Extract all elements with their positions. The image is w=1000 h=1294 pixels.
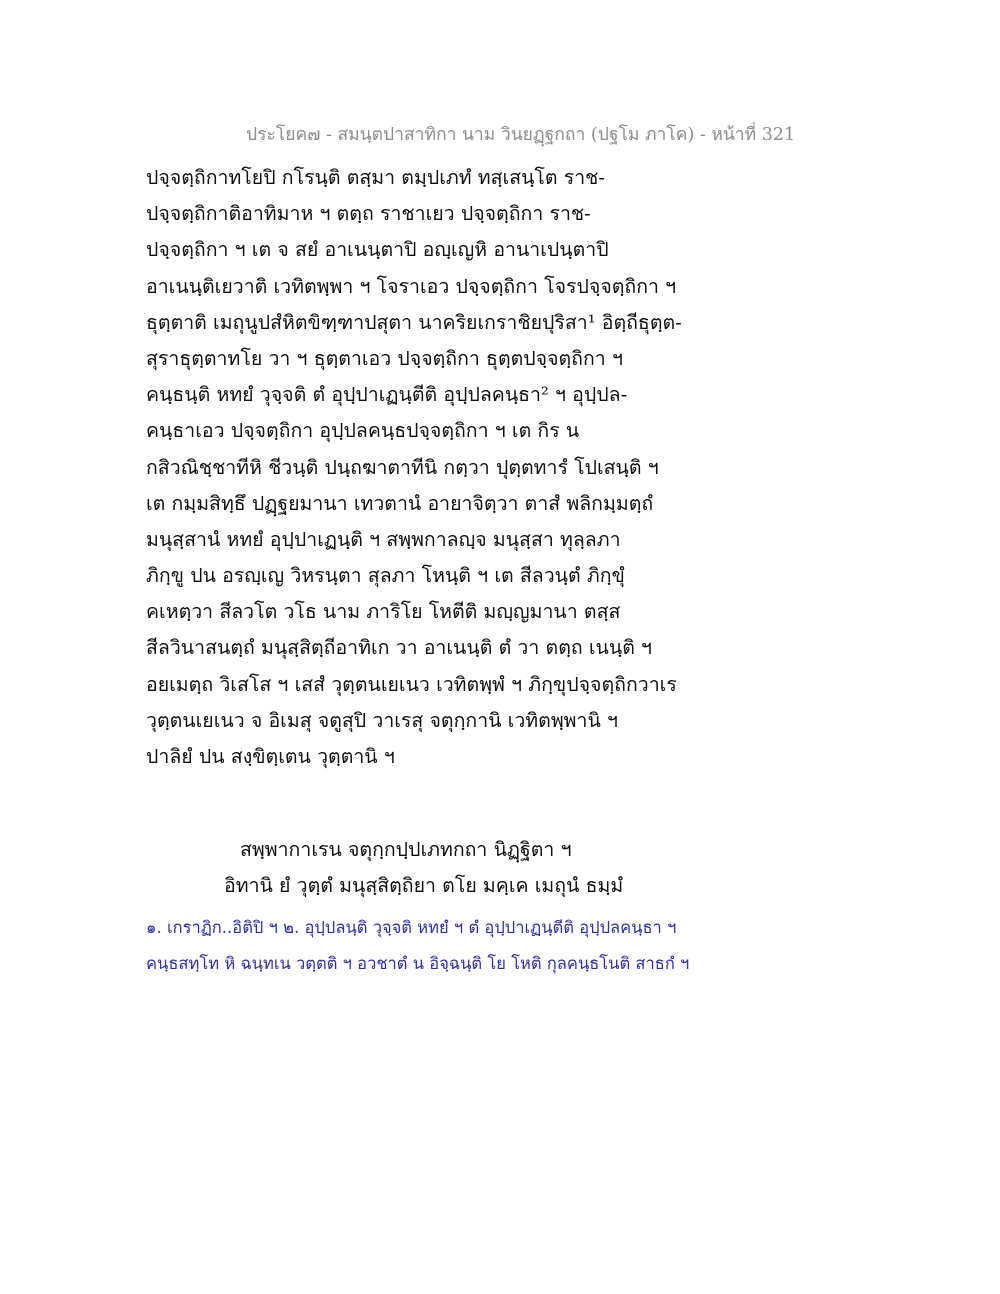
body-line: ปจฺจตฺถิกาทโยปิ กโรนฺติ ตสฺมา ตมฺปเภทํ ทสฺเสนฺโต ราช- — [146, 166, 606, 189]
body-line: ปจฺจตฺถิกา ฯ เต จ สยํ อาเนนฺตาปิ อญฺเญหิ อานาเปนฺตาปิ — [146, 238, 609, 262]
body-line: เต กมฺมสิทฺธึ ปฏฺฐยมานา เทวตานํ อายาจิตฺวา ตาสํ พลิกมฺมตฺถํ — [146, 491, 654, 515]
body-line: กสิวณิชฺชาทีหิ ชีวนฺติ ปนฺถฆาตาทีนิ กตฺวา ปุตฺตทารํ โปเสนฺติ ฯ — [146, 455, 659, 479]
page-header: ประโยค๗ - สมนฺตปาสาทิกา นาม วินยฏฺฐกถา (ปฐโม ภาโค) - หน้าที่ 321 — [246, 125, 796, 145]
footnotes — [146, 910, 746, 982]
body-text — [146, 160, 706, 775]
body-line: ปจฺจตฺถิกาติอาทิมาห ฯ ตตฺถ ราชาเยว ปจฺจตฺถิกา ราช- — [146, 202, 591, 226]
body-line: สีลวินาสนตฺถํ มนุสฺสิตฺถีอาทิเก วา อาเนนฺติ ตํ วา ตตฺถ เนนฺติ ฯ — [146, 636, 653, 660]
footnote-line: คนฺธสทฺโท หิ ฉนฺทเน วตฺตติ ฯ อวชาตํ น อิจฺฉนฺติ โย โหติ กุลคนฺธโนติ สาธกํ ฯ — [146, 954, 690, 973]
verse-line-continuation: อิทานิ ยํ วุตฺตํ มนุสฺสิตฺถิยา ตโย มคฺเค เมถุนํ ธมฺมํ — [224, 874, 624, 897]
footnote-line: ๑. เกราฏิก..อิติปิ ฯ ๒. อุปฺปลนฺติ วุจฺจติ หทยํ ฯ ตํ อุปฺปาเฏนฺตีติ อุปฺปลคนฺธา ฯ — [146, 918, 677, 937]
body-line: คนฺธนฺติ หทยํ วุจฺจติ ตํ อุปฺปาเฏนฺตีติ อุปฺปลคนฺธา² ฯ อุปฺปล- — [146, 383, 628, 407]
body-line: คนฺธาเอว ปจฺจตฺถิกา อุปฺปลคนฺธปจฺจตฺถิกา ฯ เต กิร น — [146, 419, 580, 443]
body-line: อาเนนฺติเยวาติ เวทิตพฺพา ฯ โจราเอว ปจฺจตฺถิกา โจรปจฺจตฺถิกา ฯ — [146, 274, 677, 298]
body-line: สุราธุตฺตาทโย วา ฯ ธุตฺตาเอว ปจฺจตฺถิกา ธุตฺตปจฺจตฺถิกา ฯ — [146, 346, 623, 370]
body-line: ปาลิยํ ปน สงฺขิตฺเตน วุตฺตานิ ฯ — [146, 745, 395, 768]
body-line: มนุสฺสานํ หทยํ อุปฺปาเฏนฺติ ฯ สพฺพกาลญฺจ มนุสฺสา ทุลฺลภา — [146, 527, 621, 551]
body-line: คเหตฺวา สีลวโต วโธ นาม ภาริโย โหตีติ มญฺญมานา ตสฺส — [146, 600, 621, 624]
body-line: วุตฺตนเยเนว จ อิเมสุ จตูสุปิ วาเรสุ จตุกฺกานิ เวทิตพฺพานิ ฯ — [146, 708, 618, 732]
body-line: ธุตฺตาติ เมถุนูปสํหิตขิฑฺฑาปสุตา นาคริยเกราชิยปุริสา¹ อิตฺถีธุตฺต- — [146, 310, 682, 334]
verse-line-conclusion: สพฺพากาเรน จตุกฺกปฺปเภทกถา นิฏฺฐิตา ฯ — [240, 838, 572, 861]
body-line: ภิกฺขู ปน อรญฺเญ วิหรนฺตา สุลภา โหนฺติ ฯ เต สีลวนฺตํ ภิกฺขุํ — [146, 564, 625, 588]
body-line: อยเมตฺถ วิเสโส ฯ เสสํ วุตฺตนเยเนว เวทิตพฺพํ ฯ ภิกฺขุปจฺจตฺถิกวาเร — [146, 672, 677, 696]
verse-block — [0, 832, 624, 904]
